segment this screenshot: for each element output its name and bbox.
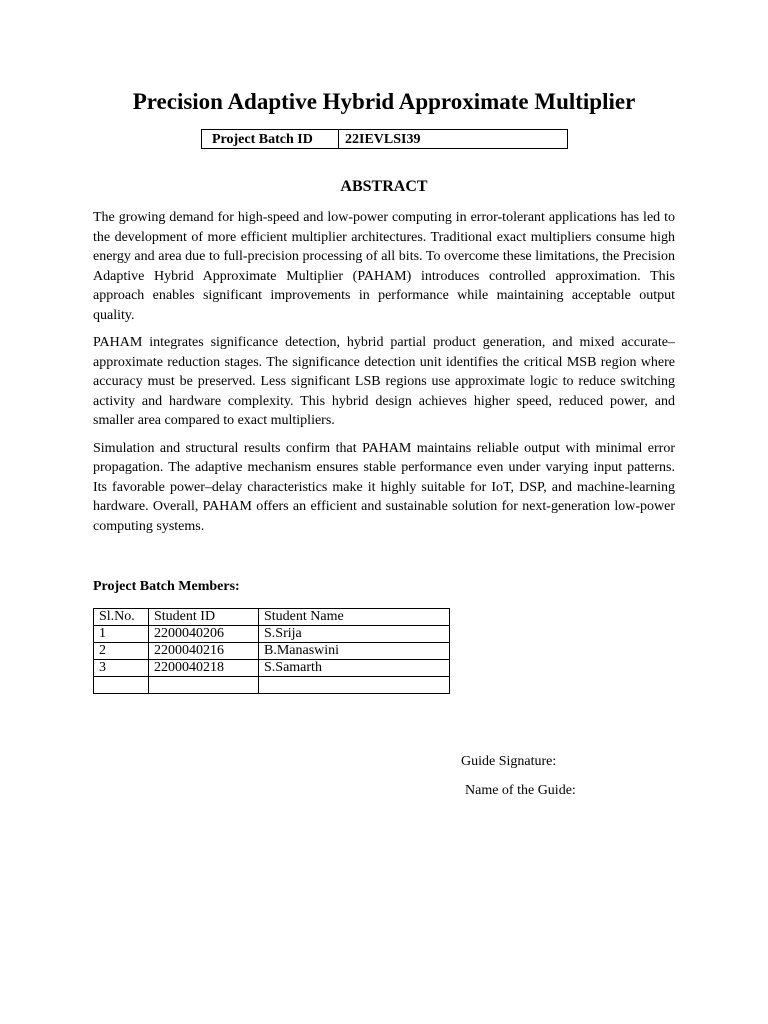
column-header-student-name: Student Name	[259, 609, 450, 626]
members-table	[93, 608, 450, 694]
abstract-paragraph: PAHAM integrates significance detection, hybrid partial product generation, and mixed accurate–approximate reduction stages. The significance detection unit identifies the critical MSB region where accuracy must be preserved. Less significant LSB regions use approximate logic to reduce switching activity and hardware complexity. This hybrid design achieves higher speed, reduced power, and smaller area compared to exact multipliers.	[93, 335, 675, 428]
cell-slno: 3	[94, 660, 149, 677]
cell-slno: 2	[94, 643, 149, 660]
abstract-paragraph: The growing demand for high-speed and low-power computing in error-tolerant applications has led to the development of more efficient multiplier architectures. Traditional exact multipliers consume high energy and area due to full-precision processing of all bits. To overcome these limitations, the Precision Adaptive Hybrid Approximate Multiplier (PAHAM) introduces controlled approximation. This approach enables significant improvements in performance while maintaining acceptable output quality.	[93, 210, 675, 323]
cell-slno	[94, 677, 149, 694]
abstract-body	[93, 208, 675, 544]
guide-signature-label: Guide Signature:	[461, 754, 557, 769]
table-row	[94, 643, 450, 660]
batch-id-value: 22IEVLSI39	[339, 130, 568, 149]
cell-student-id: 2200040216	[149, 643, 259, 660]
cell-slno: 1	[94, 626, 149, 643]
batch-id-row	[202, 130, 568, 149]
cell-student-id: 2200040218	[149, 660, 259, 677]
cell-student-name: B.Manaswini	[259, 643, 450, 660]
batch-id-label: Project Batch ID	[202, 130, 339, 149]
column-header-student-id: Student ID	[149, 609, 259, 626]
table-row-empty	[94, 677, 450, 694]
cell-student-id	[149, 677, 259, 694]
members-heading: Project Batch Members:	[93, 579, 240, 594]
document-title: Precision Adaptive Hybrid Approximate Multiplier	[132, 89, 636, 114]
cell-student-name: S.Samarth	[259, 660, 450, 677]
abstract-paragraph: Simulation and structural results confirm that PAHAM maintains reliable output with minimal error propagation. The adaptive mechanism ensures stable performance even under varying input patterns. Its favorable power–delay characteristics make it highly suitable for IoT, DSP, and machine-learning hardware. Overall, PAHAM offers an efficient and sustainable solution for next-generation low-power computing systems.	[93, 440, 675, 534]
guide-name-label: Name of the Guide:	[465, 783, 576, 798]
cell-student-name: S.Srija	[259, 626, 450, 643]
table-row	[94, 660, 450, 677]
table-header-row	[94, 609, 450, 626]
abstract-heading: ABSTRACT	[340, 178, 428, 195]
cell-student-id: 2200040206	[149, 626, 259, 643]
table-row	[94, 626, 450, 643]
cell-student-name	[259, 677, 450, 694]
column-header-slno: Sl.No.	[94, 609, 149, 626]
batch-id-table	[201, 129, 568, 149]
